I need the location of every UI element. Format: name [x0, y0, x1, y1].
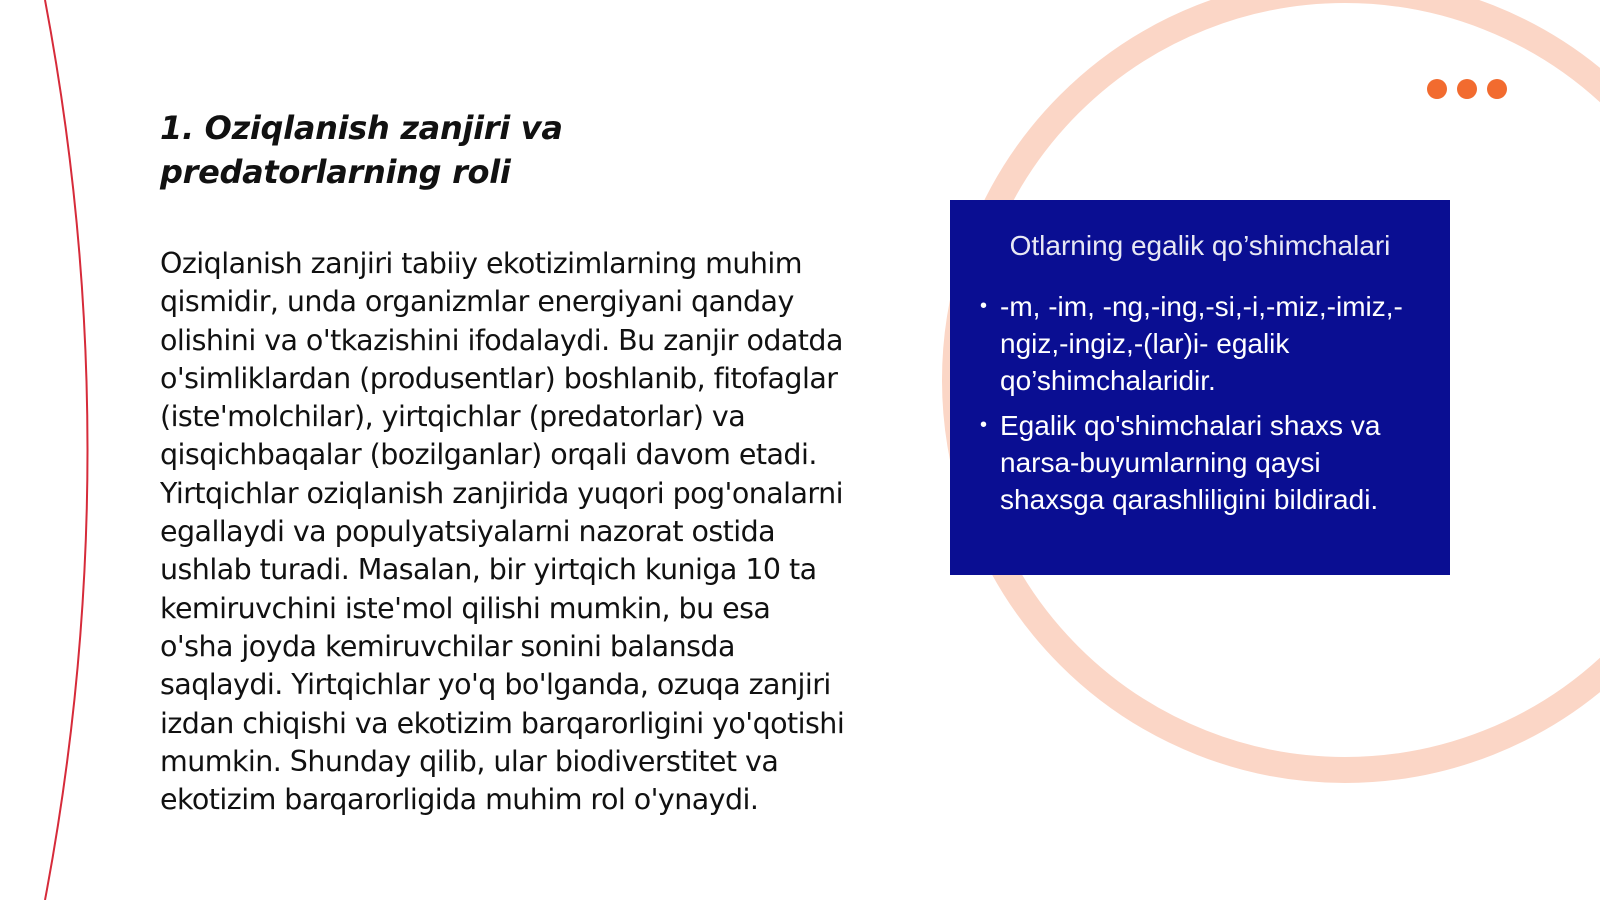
box-list-item	[980, 288, 1430, 399]
bullet-icon: •	[980, 414, 988, 436]
box-title: Otlarning egalik qo’shimchalari	[1009, 230, 1391, 261]
bullet-icon: •	[980, 295, 988, 317]
dots-menu-icon[interactable]	[1427, 79, 1507, 99]
left-curve-line	[45, 0, 88, 900]
slide-body-text: Oziqlanish zanjiri tabiiy ekotizimlarning muhim qismidir, unda organizmlar energiyani qanday olishini va o'tkazishini ifodalaydi. Bu zanjir odatda o'simliklardan (produsentlar) boshlanib, fitofaglar (iste'molchilar), yirtqichlar (predatorlar) va qisqichbaqalar (bozilganlar) orqali davom etadi. Yirtqichlar oziqlanish zanjirida yuqori pog'onalarni egallaydi va populyatsiyalarni nazorat ostida ushlab turadi. Masalan, bir yirtqich kuniga 10 ta kemiruvchini iste'mol qilishi mumkin, bu esa o'sha joyda kemiruvchilar sonini balansda saqlaydi. Yirtqichlar yo'q bo'lganda, ozuqa zanjiri izdan chiqishi va ekotizim barqarorligini yo'qotishi mumkin. Shunday qilib, ular biodiverstitet va ekotizim barqarorligida muhim rol o'ynaydi.	[160, 247, 845, 817]
box-item-text: -m, -im, -ng,-ing,-si,-i,-miz,-imiz,-ngiz,-ingiz,-(lar)i- egalik qo’shimchalaridir.	[1000, 291, 1403, 396]
box-item-text: Egalik qo'shimchalari shaxs va narsa-buyumlarning qaysi shaxsga qarashliligini bildiradi.	[1000, 410, 1381, 515]
dot-1	[1427, 79, 1447, 99]
slide-title: 1. Oziqlanish zanjiri va predatorlarning roli	[160, 109, 563, 191]
box-list-item	[980, 407, 1430, 518]
box-bullet-list	[980, 288, 1430, 526]
grammar-image-box	[950, 200, 1450, 575]
dot-3	[1487, 79, 1507, 99]
dot-2	[1457, 79, 1477, 99]
